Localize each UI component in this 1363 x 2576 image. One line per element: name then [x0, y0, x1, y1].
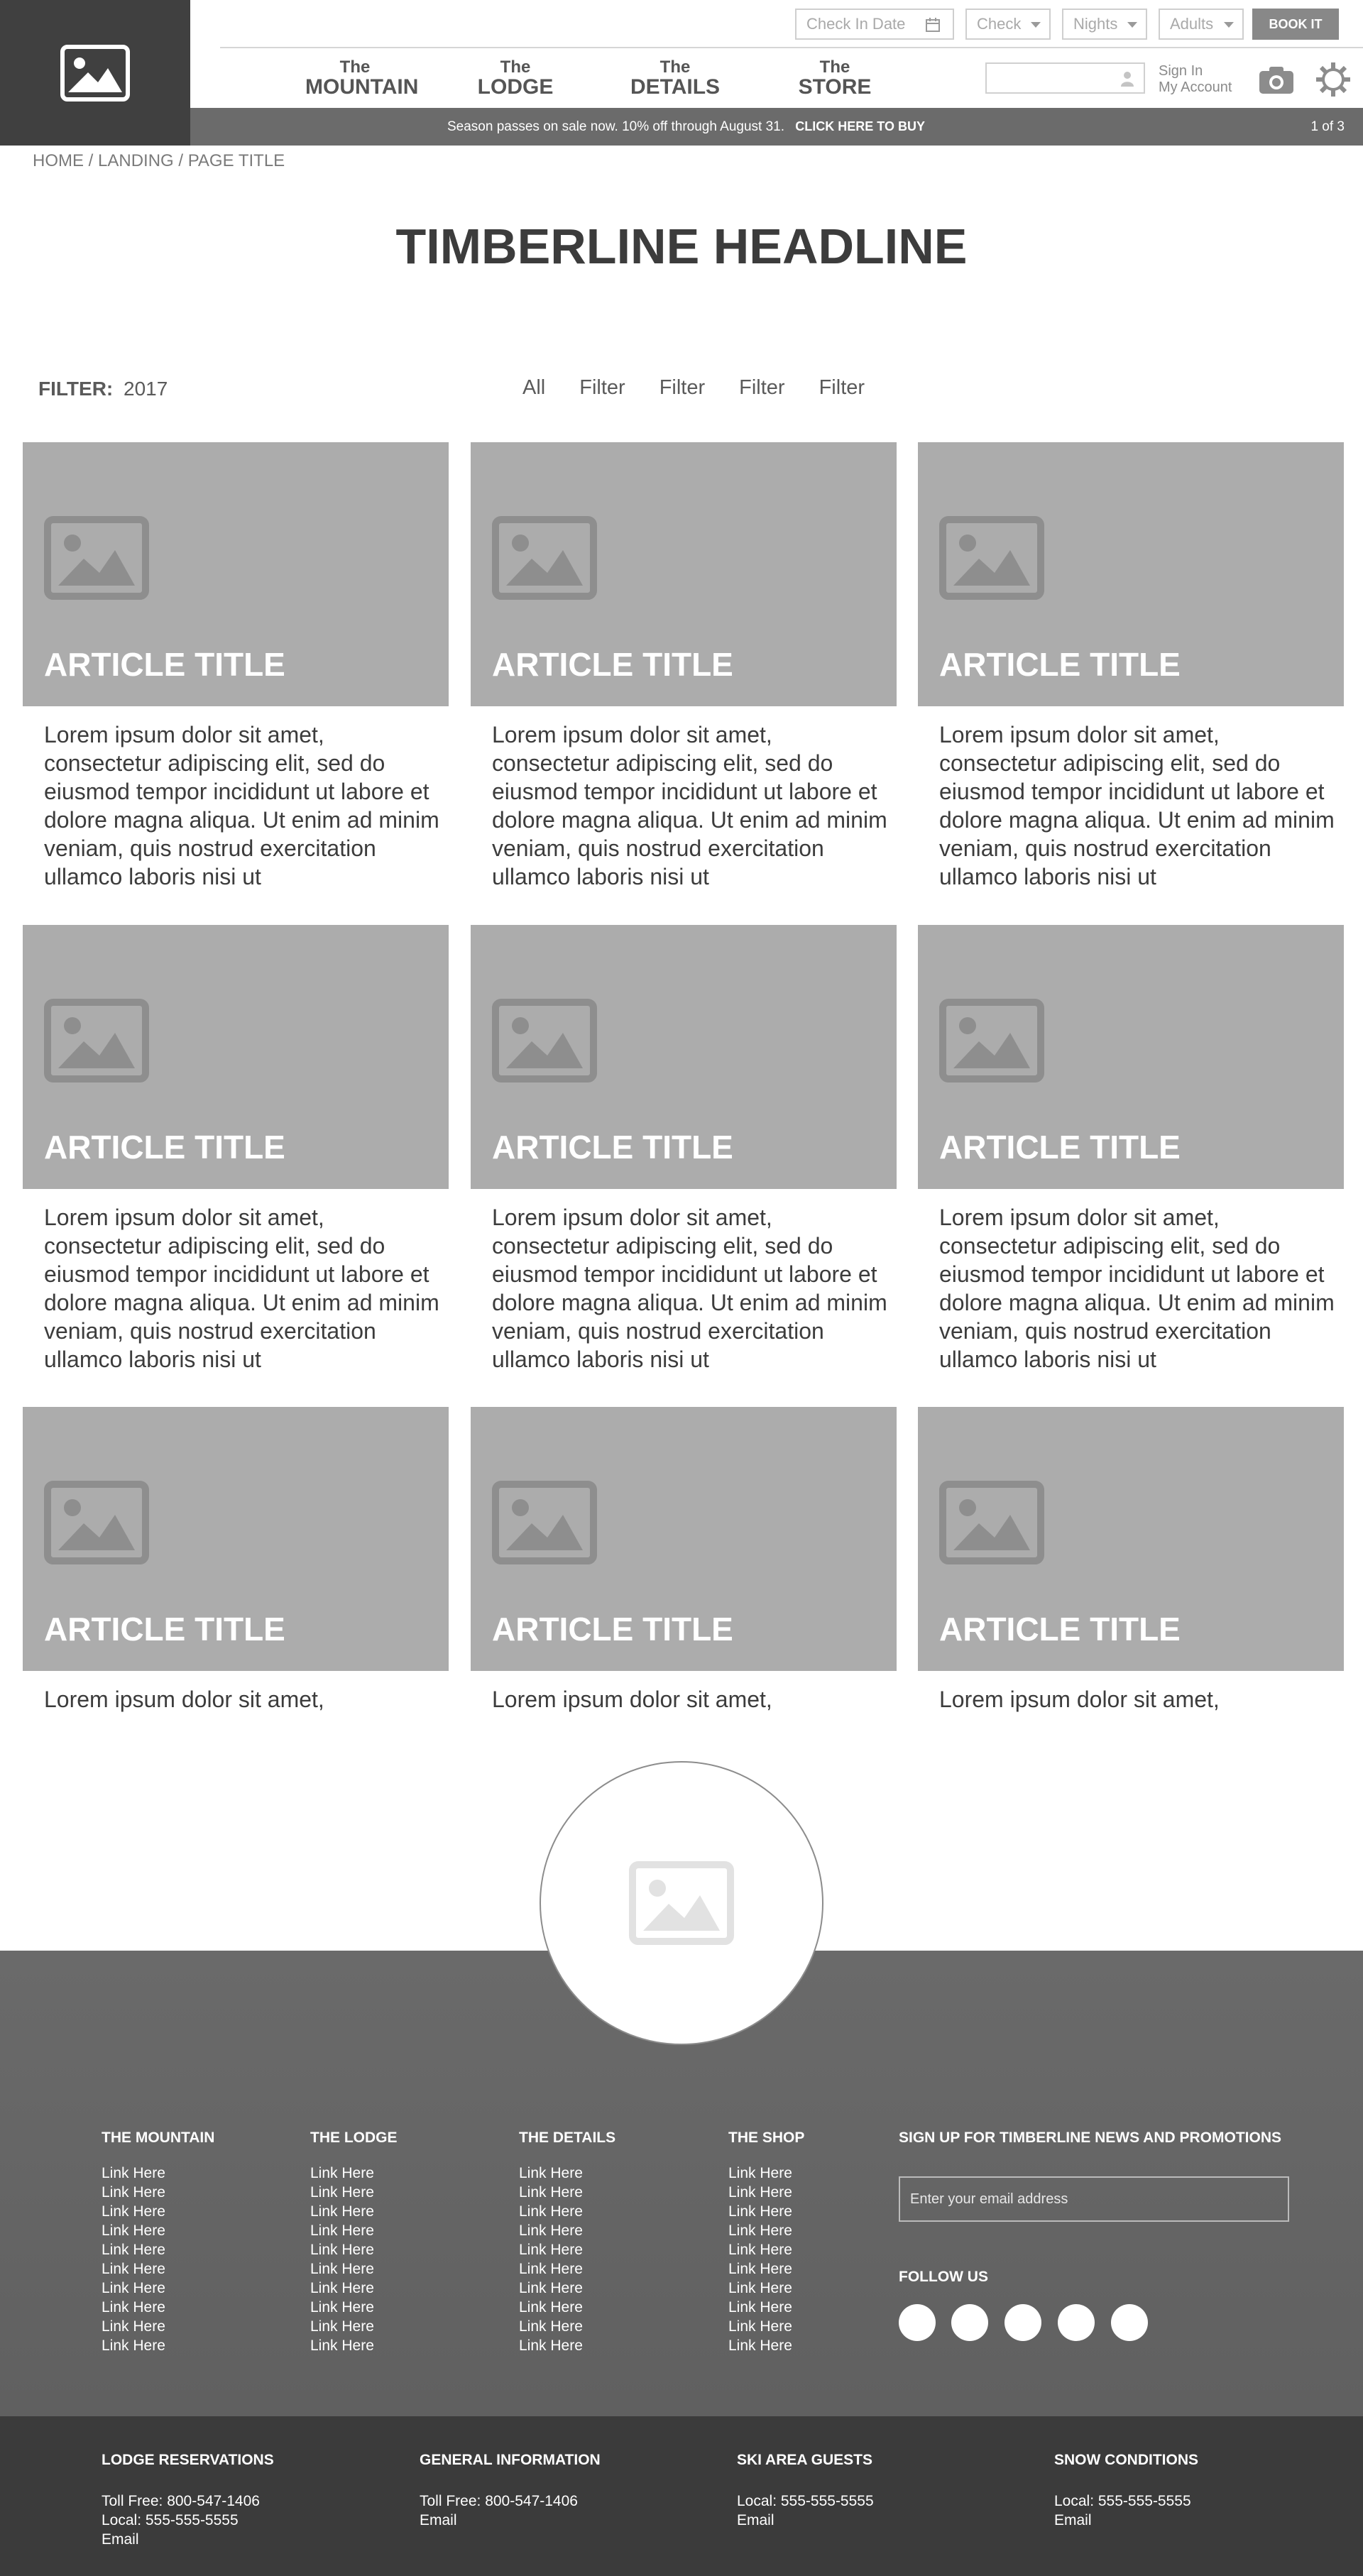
article-image[interactable]	[471, 442, 897, 706]
promo-banner	[190, 108, 1363, 146]
site-header	[0, 0, 1363, 146]
footer-link[interactable]: Link Here	[519, 2184, 583, 2200]
page-title: TIMBERLINE HEADLINE	[395, 219, 968, 274]
article-title[interactable]: ARTICLE TITLE	[939, 1129, 1181, 1166]
footer-link[interactable]: Link Here	[310, 2165, 374, 2181]
email-link[interactable]: Email	[420, 2512, 457, 2528]
follow-us-title: FOLLOW US	[899, 2269, 988, 2285]
footer-link[interactable]: Link Here	[310, 2242, 374, 2258]
footer-logo-circle	[540, 1761, 823, 2045]
footer-link[interactable]: Link Here	[728, 2261, 792, 2277]
footer-link[interactable]: Link Here	[102, 2184, 165, 2200]
my-account-link[interactable]: My Account	[1159, 80, 1232, 95]
image-placeholder-icon	[939, 1481, 1044, 1564]
social-icon[interactable]	[1005, 2304, 1041, 2341]
camera-icon[interactable]	[1259, 65, 1293, 94]
user-icon	[1121, 71, 1134, 87]
footer-link[interactable]: Link Here	[102, 2261, 165, 2277]
article-excerpt: Lorem ipsum dolor sit amet, consectetur adipiscing elit, sed do eiusmod tempor incididunt ut labore et dolore magna aliqua. Ut enim ad minim veniam, quis nostrud exercitation ullamco laboris nisi ut	[44, 722, 439, 889]
article-image[interactable]	[471, 1407, 897, 1671]
promo-cta-link[interactable]: CLICK HERE TO BUY	[795, 119, 925, 133]
social-icon[interactable]	[951, 2304, 988, 2341]
promo-counter: 1 of 3	[1310, 119, 1345, 134]
local-phone[interactable]: Local: 555-555-5555	[102, 2512, 239, 2528]
contact-bar	[0, 2416, 1363, 2576]
calendar-icon	[926, 18, 940, 32]
article-excerpt: Lorem ipsum dolor sit amet, consectetur adipiscing elit, sed do eiusmod tempor incididunt ut labore et dolore magna aliqua. Ut enim ad minim veniam, quis nostrud exercitation ullamco laboris nisi ut	[939, 1205, 1335, 1372]
footer-link[interactable]: Link Here	[519, 2337, 583, 2354]
chevron-down-icon	[1224, 22, 1234, 28]
footer-link[interactable]: Link Here	[102, 2203, 165, 2220]
adults-select[interactable]: Adults	[1159, 9, 1244, 40]
image-placeholder-icon	[939, 999, 1044, 1083]
footer-link[interactable]: Link Here	[310, 2299, 374, 2315]
newsletter-signup	[899, 2130, 1281, 2147]
footer-link[interactable]: Link Here	[728, 2165, 792, 2181]
filter-option[interactable]: Filter	[739, 376, 785, 399]
chevron-down-icon	[1031, 22, 1041, 28]
contact-snow-conditions: SNOW CONDITIONS Local: 555-555-5555 Email	[1054, 2452, 1198, 2528]
footer-column-title: THE SHOP	[728, 2130, 805, 2146]
social-icon[interactable]	[1111, 2304, 1148, 2341]
footer-link[interactable]: Link Here	[310, 2203, 374, 2220]
article-title[interactable]: ARTICLE TITLE	[492, 1129, 733, 1166]
footer-column-title: THE LODGE	[310, 2130, 398, 2146]
footer-link[interactable]: Link Here	[310, 2223, 374, 2239]
email-link[interactable]: Email	[102, 2531, 139, 2548]
footer-column-mountain	[102, 2130, 214, 2355]
footer-link[interactable]: Link Here	[102, 2318, 165, 2335]
footer-link[interactable]: Link Here	[728, 2280, 792, 2296]
check-out-select[interactable]: Check	[965, 9, 1051, 40]
filter-option[interactable]: Filter	[579, 376, 625, 399]
nav-item-details[interactable]: The DETAILS	[630, 57, 721, 99]
footer-link[interactable]: Link Here	[728, 2203, 792, 2220]
nav-item-mountain[interactable]: The MOUNTAIN	[305, 57, 419, 99]
social-icon[interactable]	[899, 2304, 936, 2341]
footer-link[interactable]: Link Here	[310, 2280, 374, 2296]
filter-label: FILTER:	[38, 378, 114, 400]
footer-link[interactable]: Link Here	[102, 2280, 165, 2296]
footer-link[interactable]: Link Here	[102, 2165, 165, 2181]
footer-link[interactable]: Link Here	[519, 2299, 583, 2315]
footer-column-details	[519, 2130, 615, 2355]
local-phone[interactable]: Local: 555-555-5555	[1054, 2493, 1191, 2509]
article-image[interactable]	[918, 1407, 1344, 1671]
article-excerpt: Lorem ipsum dolor sit amet, consectetur adipiscing elit, sed do eiusmod tempor incididunt ut labore et dolore magna aliqua. Ut enim ad minim veniam, quis nostrud exercitation ullamco laboris nisi ut	[939, 722, 1335, 889]
footer-link[interactable]: Link Here	[728, 2223, 792, 2239]
filter-year-select[interactable]: 2017	[124, 378, 168, 400]
footer-column-title: THE DETAILS	[519, 2130, 616, 2146]
search-input[interactable]	[985, 62, 1145, 94]
email-link[interactable]: Email	[737, 2512, 774, 2528]
image-placeholder-icon	[939, 516, 1044, 600]
footer-link[interactable]: Link Here	[519, 2242, 583, 2258]
footer-link[interactable]: Link Here	[310, 2261, 374, 2277]
signup-title: SIGN UP FOR TIMBERLINE NEWS AND PROMOTIONS	[899, 2130, 1282, 2146]
gear-icon[interactable]	[1316, 62, 1350, 97]
footer-link[interactable]: Link Here	[519, 2165, 583, 2181]
image-placeholder-icon	[60, 44, 131, 102]
article-excerpt: Lorem ipsum dolor sit amet, consectetur adipiscing elit, sed do eiusmod tempor incididunt ut labore et dolore magna aliqua. Ut enim ad minim veniam, quis nostrud exercitation ullamco laboris nisi ut	[492, 722, 887, 889]
footer-link[interactable]: Link Here	[310, 2318, 374, 2335]
image-placeholder-icon	[629, 1861, 734, 1945]
image-placeholder-icon	[492, 1481, 597, 1564]
image-placeholder-icon	[44, 1481, 149, 1564]
article-excerpt: Lorem ipsum dolor sit amet,	[44, 1687, 324, 1712]
footer-link[interactable]: Link Here	[310, 2184, 374, 2200]
contact-lodge-reservations: LODGE RESERVATIONS Toll Free: 800-547-1406 Local: 555-555-5555 Email	[102, 2452, 274, 2548]
footer-link[interactable]: Link Here	[102, 2337, 165, 2354]
account-links	[1159, 63, 1232, 96]
article-image[interactable]	[23, 1407, 449, 1671]
image-placeholder-icon	[492, 999, 597, 1083]
chevron-down-icon	[1127, 22, 1137, 28]
article-excerpt: Lorem ipsum dolor sit amet,	[492, 1687, 772, 1712]
footer-link[interactable]: Link Here	[728, 2337, 792, 2354]
breadcrumb[interactable]: HOME / LANDING / PAGE TITLE	[33, 151, 285, 170]
image-placeholder-icon	[44, 516, 149, 600]
filter-option[interactable]: Filter	[819, 376, 865, 399]
footer-link[interactable]: Link Here	[102, 2299, 165, 2315]
footer-link[interactable]: Link Here	[728, 2299, 792, 2315]
footer-link[interactable]: Link Here	[519, 2261, 583, 2277]
nights-select[interactable]: Nights	[1062, 9, 1147, 40]
filter-all[interactable]: All	[522, 376, 546, 399]
footer-link[interactable]: Link Here	[102, 2242, 165, 2258]
check-in-date-input[interactable]: Check In Date	[795, 9, 954, 40]
footer-column-title: THE MOUNTAIN	[102, 2130, 215, 2146]
footer-link[interactable]: Link Here	[728, 2242, 792, 2258]
article-title[interactable]: ARTICLE TITLE	[44, 1611, 285, 1648]
email-link[interactable]: Email	[1054, 2512, 1092, 2528]
email-signup-input[interactable]	[899, 2176, 1289, 2222]
filter-option[interactable]: Filter	[659, 376, 706, 399]
footer-link[interactable]: Link Here	[519, 2223, 583, 2239]
footer-link[interactable]: Link Here	[519, 2318, 583, 2335]
article-image[interactable]	[918, 925, 1344, 1189]
image-placeholder-icon	[44, 999, 149, 1083]
site-logo[interactable]	[0, 0, 190, 146]
article-excerpt: Lorem ipsum dolor sit amet,	[939, 1687, 1220, 1712]
article-excerpt: Lorem ipsum dolor sit amet, consectetur adipiscing elit, sed do eiusmod tempor incididunt ut labore et dolore magna aliqua. Ut enim ad minim veniam, quis nostrud exercitation ullamco laboris nisi ut	[44, 1205, 439, 1372]
article-excerpt: Lorem ipsum dolor sit amet, consectetur adipiscing elit, sed do eiusmod tempor incididunt ut labore et dolore magna aliqua. Ut enim ad minim veniam, quis nostrud exercitation ullamco laboris nisi ut	[492, 1205, 887, 1372]
article-title[interactable]: ARTICLE TITLE	[939, 1611, 1181, 1648]
article-image[interactable]	[23, 442, 449, 706]
article-image[interactable]	[471, 925, 897, 1189]
article-title[interactable]: ARTICLE TITLE	[492, 1611, 733, 1648]
toll-free-phone[interactable]: Toll Free: 800-547-1406	[102, 2493, 260, 2509]
image-placeholder-icon	[492, 516, 597, 600]
footer-link[interactable]: Link Here	[728, 2184, 792, 2200]
article-image[interactable]	[918, 442, 1344, 706]
footer-link[interactable]: Link Here	[519, 2203, 583, 2220]
sign-in-link[interactable]: Sign In	[1159, 63, 1203, 79]
nav-item-lodge[interactable]: The LODGE	[477, 57, 554, 99]
contact-ski-area-guests: SKI AREA GUESTS Local: 555-555-5555 Email	[737, 2452, 874, 2528]
article-title[interactable]: ARTICLE TITLE	[44, 1129, 285, 1166]
book-it-button[interactable]: BOOK IT	[1252, 9, 1339, 40]
filter-options	[522, 376, 899, 400]
local-phone[interactable]: Local: 555-555-5555	[737, 2493, 874, 2509]
contact-general-information: GENERAL INFORMATION Toll Free: 800-547-1406 Email	[420, 2452, 601, 2528]
footer-link[interactable]: Link Here	[519, 2280, 583, 2296]
footer-link[interactable]: Link Here	[310, 2337, 374, 2354]
footer-column-lodge	[310, 2130, 398, 2355]
footer-link[interactable]: Link Here	[728, 2318, 792, 2335]
article-image[interactable]	[23, 925, 449, 1189]
booking-bar	[220, 0, 1363, 48]
social-icon[interactable]	[1058, 2304, 1095, 2341]
footer-link[interactable]: Link Here	[102, 2223, 165, 2239]
promo-text: Season passes on sale now. 10% off through August 31.	[447, 119, 784, 134]
article-title[interactable]: ARTICLE TITLE	[492, 646, 733, 683]
article-title[interactable]: ARTICLE TITLE	[44, 646, 285, 683]
nav-item-store[interactable]: The STORE	[798, 57, 872, 99]
article-title[interactable]: ARTICLE TITLE	[939, 646, 1181, 683]
toll-free-phone[interactable]: Toll Free: 800-547-1406	[420, 2493, 578, 2509]
footer-column-shop	[728, 2130, 804, 2355]
